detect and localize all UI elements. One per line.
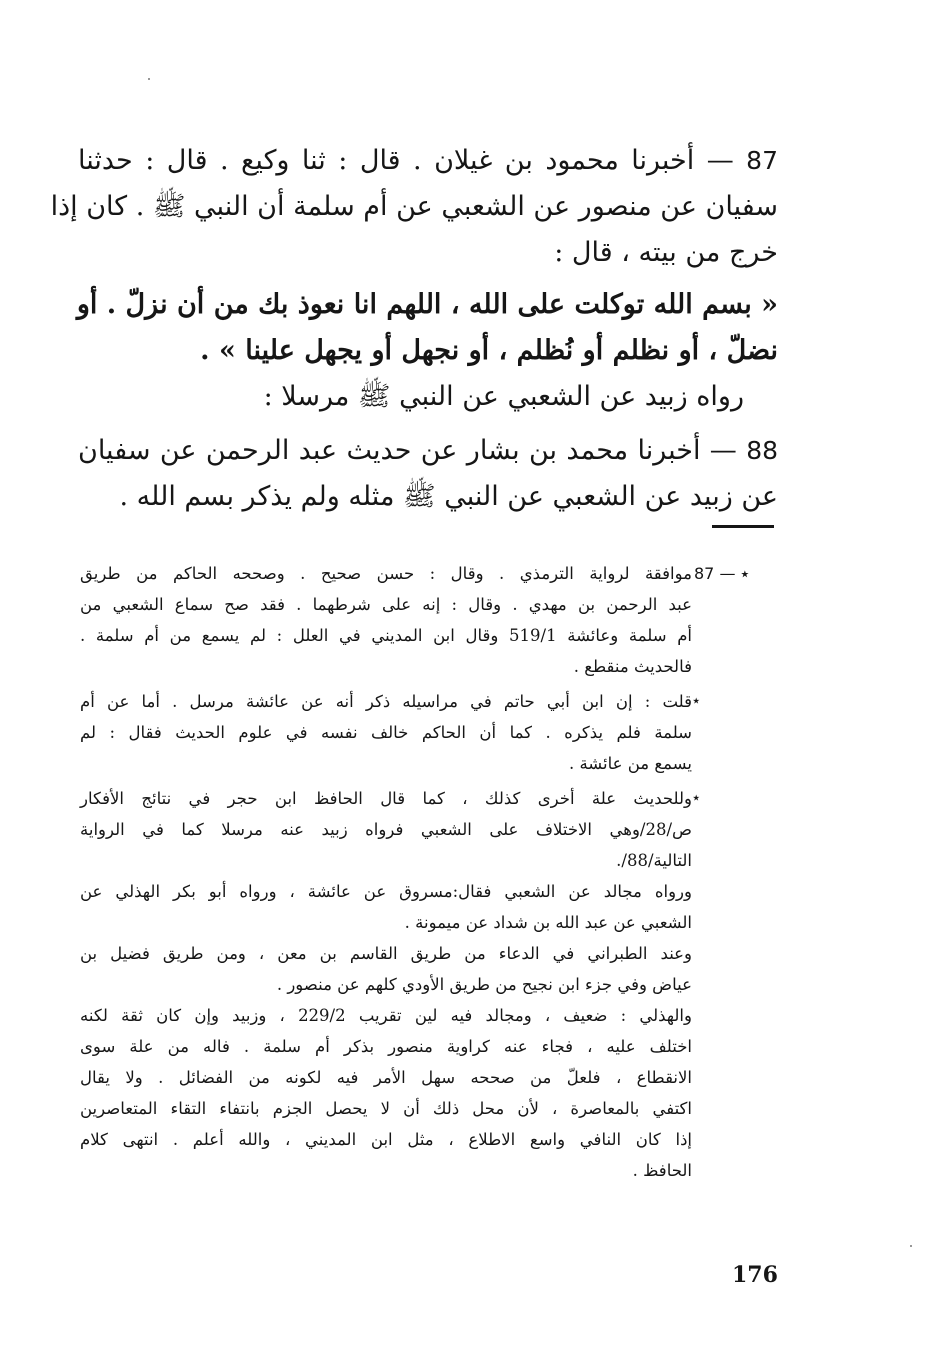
footnote-paragraph-tabarani: وعند الطبراني في الدعاء من طريق القاسم بن معن ، ومن طريق فضيل بن عياض وفي جزء ابن نجيح من طريق الأودي كلهم عن منصور . <box>80 944 692 994</box>
hadith-88-line-2: عن زبيد عن الشعبي عن النبي ﷺ مثله ولم يذكر بسم الله . <box>119 481 778 512</box>
footnote-87: 87 — ٭ موافقة لرواية الترمذي . وقال : حسن صحيح . وصححه الحاكم من طريق عبد الرحمن بن مهدي . وقال : إنه على شرطهما . فقد صح سماع الشعبي من أم سلمة وعائشة 519/1 وقال ابن المديني في العلل : لم يسمع من أم سلمة . فالحديث منقطع . <box>80 558 780 682</box>
main-text <box>50 138 778 520</box>
hadith-88-number: 88 <box>746 436 778 465</box>
hadith-88-line-1: 88 — أخبرنا محمد بن بشار عن حديث عبد الرحمن عن سفيان <box>78 435 778 466</box>
footnotes <box>80 558 780 1186</box>
dua-text <box>78 282 778 374</box>
hadith-87-line-1: 87 — أخبرنا محمود بن غيلان . قال : ثنا وكيع . قال : حدثنا <box>78 145 778 176</box>
footnote-87-marker: 87 — ٭ <box>694 564 750 583</box>
scan-speck <box>910 1245 912 1247</box>
hadith-88 <box>78 428 778 520</box>
footnote-paragraph-hudhali: والهذلي : ضعيف ، ومجالد فيه لين تقريب 229/2 ، وزبيد وإن كان ثقة لكنه اختلف عليه ، فجاء عنه كراوية منصور بذكر أم سلمة . فاله من علة سوى الانقطاع ، فلعلّ من صححه سهل الأمر فيه لكونه من الفضائل . ولا يقال اكتفي بالمعاصرة ، لأن محل ذلك أن لا يحصل الجزم بانتفاء التقاء المتعاصرين إذا كان النافي واسع الاطلاع ، مثل ابن المديني ، والله أعلم . انتهى كلام الحافظ . <box>80 1006 692 1180</box>
hadith-87-line-2: سفيان عن منصور عن الشعبي عن أم سلمة أن النبي ﷺ . كان إذا <box>50 191 778 222</box>
scan-speck <box>148 78 150 80</box>
riwaya-text: رواه زبيد عن الشعبي عن النبي ﷺ مرسلا : <box>263 381 744 412</box>
bullet-marker: ٭ <box>692 790 700 806</box>
hadith-87-number: 87 <box>746 146 778 175</box>
hadith-87 <box>50 138 778 276</box>
bullet-marker: ٭ <box>692 693 700 709</box>
footnote-comment-2: ٭ وللحديث علة أخرى كذلك ، كما قال الحافظ ابن حجر في نتائج الأفكار ص/28/وهي الاختلاف على الشعبي فرواه زبيد عنه مرسلا كما في الرواية التالية/88/. <box>80 783 780 876</box>
dua-line-1: « بسم الله توكلت على الله ، اللهم انا نعوذ بك من أن نزلّ . أو <box>76 289 778 320</box>
footnote-separator <box>712 525 774 528</box>
footnote-comment-1: ٭ قلت : إن ابن أبي حاتم في مراسيله ذكر أنه عن عائشة مرسل . أما عن أم سلمة فلم يذكره . كما أن الحاكم خالف نفسه في علوم الحديث فقال : لم يسمع من عائشة . <box>80 686 780 779</box>
page-number: 176 <box>732 1262 778 1288</box>
hadith-87-line-3: خرج من بيته ، قال : <box>554 237 778 268</box>
footnote-paragraph-majalid: ورواه مجالد عن الشعبي فقال:مسروق عن عائشة ، ورواه أبو بكر الهذلي عن الشعبي عن عبد الله بن شداد عن ميمونة . <box>80 882 692 932</box>
dua-line-2: نضلّ ، أو نظلم أو نُظلم ، أو نجهل أو يجهل علينا » . <box>200 335 778 366</box>
